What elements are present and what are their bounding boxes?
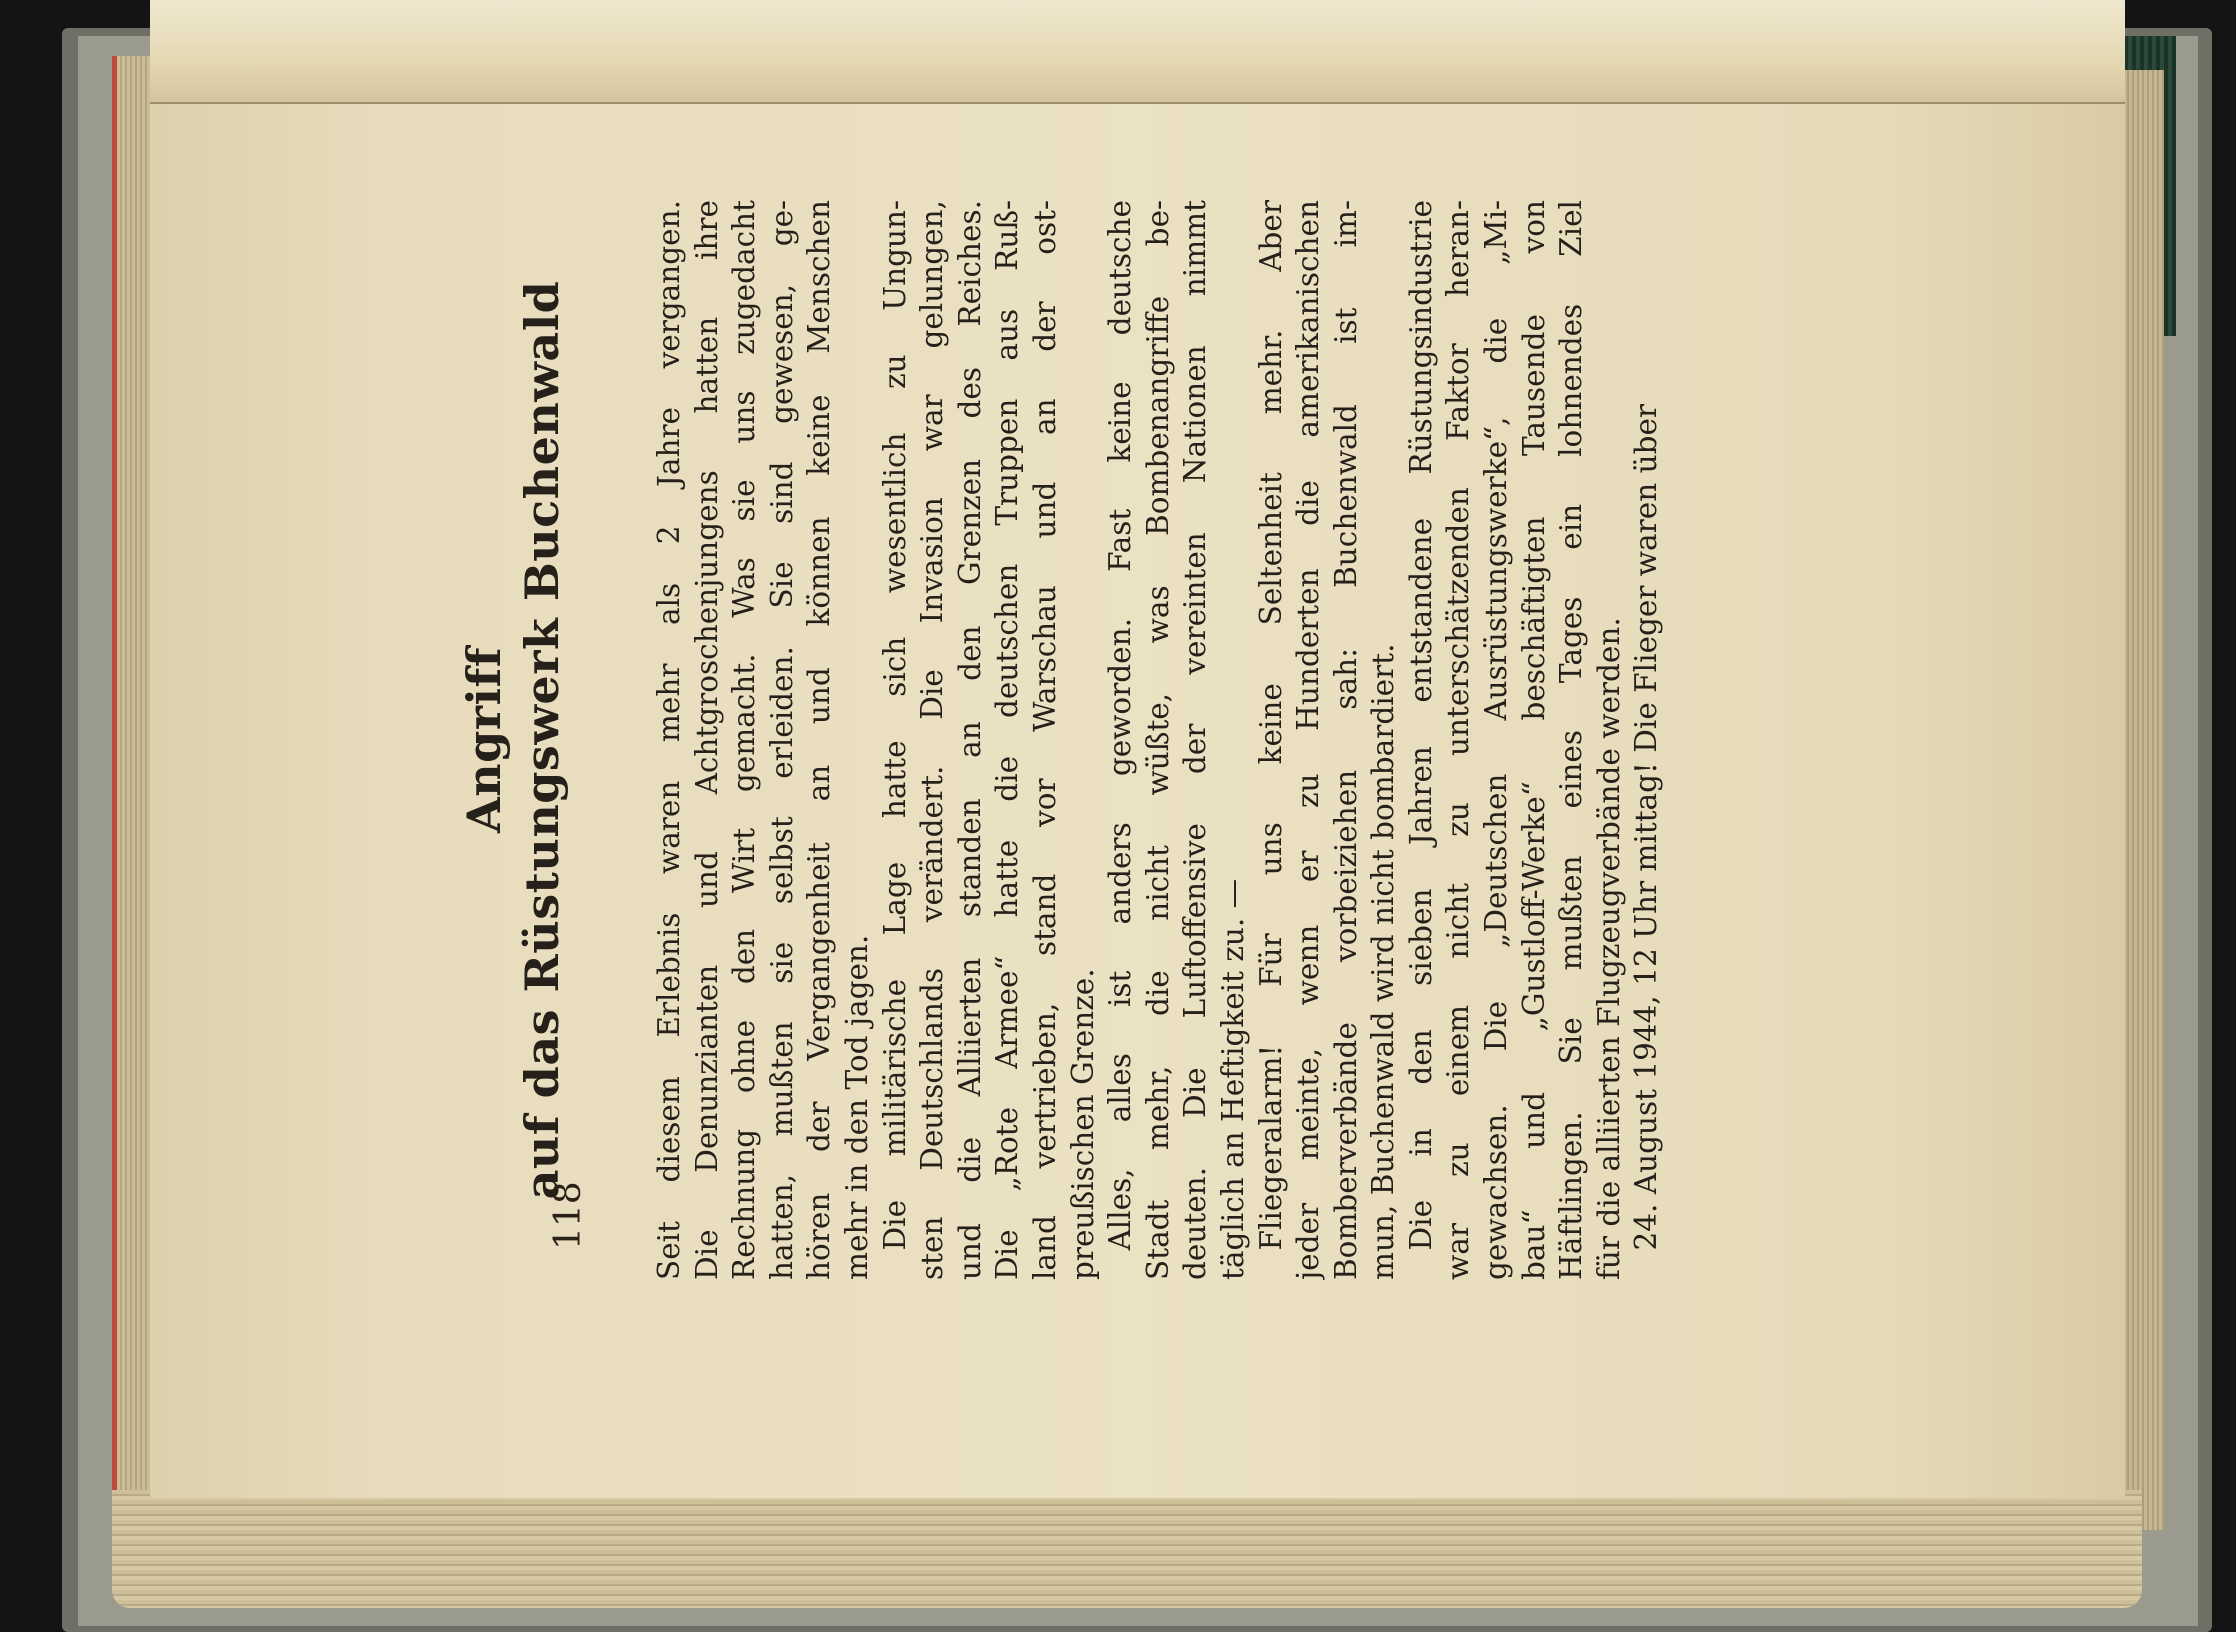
text-line: Die in den sieben Jahren entstandene Rüstungsindustrie [1403, 200, 1438, 1280]
text-line: bau“ und „Gustloff-Werke“ beschäftigten Tausende von [1516, 200, 1551, 1280]
text-line: für die alliierten Flugzeugverbände werden. [1591, 617, 1626, 1280]
text-line: Die militärische Lage hatte sich wesentlich zu Ungun- [877, 200, 912, 1280]
text-line: Rechnung ohne den Wirt gemacht. Was sie uns zugedacht [727, 200, 762, 1280]
text-line: Die Denunzianten und Achtgroschenjungens hatten ihre [689, 200, 724, 1280]
text-line: Stadt mehr, die nicht wüßte, was Bombenangriffe be- [1140, 200, 1175, 1280]
paragraph [1403, 200, 1629, 1280]
text-line: jeder meinte, wenn er zu Hunderten die amerikanischen [1291, 200, 1326, 1280]
chapter-title-line-2: auf das Rüstungswerk Buchenwald [515, 280, 569, 1200]
paragraph [651, 200, 877, 1280]
text-line: täglich an Heftigkeit zu. — [1215, 878, 1250, 1280]
text-line: gewachsen. Die „Deutschen Ausrüstungswerke“, die „Mi- [1479, 200, 1514, 1280]
text-line: 24. August 1944, 12 Uhr mittag! Die Flieger waren über [1629, 403, 1664, 1280]
text-line: sten Deutschlands verändert. Die Invasion war gelungen, [915, 200, 950, 1280]
text-line: war zu einem nicht zu unterschätzenden Faktor heran- [1441, 200, 1476, 1280]
page-gutter [150, 0, 2125, 104]
page-edges-bottom [112, 1490, 2142, 1608]
text-line: preußischen Grenze. [1065, 968, 1100, 1280]
text-line: Alles, alles ist anders geworden. Fast keine deutsche [1103, 200, 1138, 1280]
paragraph [1628, 200, 1666, 1280]
page-text-block [455, 200, 1666, 1280]
text-line: mehr in den Tod jagen. [839, 934, 874, 1280]
text-line: hatten, mußten sie selbst erleiden. Sie sind gewesen, ge- [764, 200, 799, 1280]
text-line: Fliegeralarm! Für uns keine Seltenheit mehr. Aber [1253, 200, 1288, 1280]
text-line: und die Alliierten standen an den Grenzen des Reiches. [952, 200, 987, 1280]
paragraph [1253, 200, 1403, 1280]
chapter-title-line-1: Angriff [457, 646, 511, 834]
chapter-title [455, 200, 571, 1280]
text-line: mun, Buchenwald wird nicht bombardiert. [1366, 643, 1401, 1280]
page-number: 118 [548, 1181, 589, 1250]
paragraph [1102, 200, 1252, 1280]
text-line: Die „Rote Armee“ hatte die deutschen Truppen aus Ruß- [990, 200, 1025, 1280]
text-line: Häftlingen. Sie mußten eines Tages ein lohnendes Ziel [1554, 200, 1589, 1280]
body-text [651, 200, 1666, 1280]
text-line: Seit diesem Erlebnis waren mehr als 2 Jahre vergangen. [652, 200, 686, 1280]
text-line: Bomberverbände vorbeiziehen sah: Buchenwald ist im- [1328, 200, 1363, 1280]
paragraph [877, 200, 1103, 1280]
text-line: land vertrieben, stand vor Warschau und an der ost- [1027, 200, 1062, 1280]
text-line: deuten. Die Luftoffensive der vereinten Nationen nimmt [1178, 200, 1213, 1280]
text-line: hören der Vergangenheit an und können keine Menschen [802, 200, 837, 1280]
